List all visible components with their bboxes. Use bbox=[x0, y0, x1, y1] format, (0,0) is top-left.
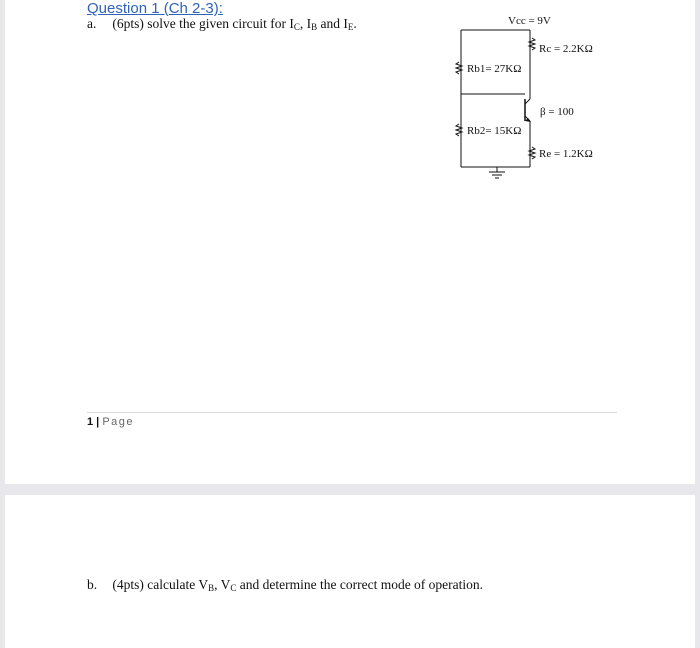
part-a-text: solve the given circuit for $I_C$, $I_B$ and $I_E$. bbox=[147, 16, 357, 32]
part-b-points: (4pts) bbox=[112, 577, 144, 592]
bjt-circuit-diagram bbox=[5, 0, 695, 200]
question-part-b bbox=[87, 577, 483, 593]
document-page-1 bbox=[5, 0, 695, 484]
part-a-label: a. bbox=[87, 16, 97, 31]
page-footer: 1 | Page bbox=[87, 416, 135, 428]
question-title: Question 1 (Ch 2-3): bbox=[87, 0, 223, 17]
rb2-label: Rb2= 15KΩ bbox=[467, 125, 522, 137]
footer-divider bbox=[87, 412, 617, 413]
part-a-points: (6pts) bbox=[112, 16, 144, 31]
beta-label: β = 100 bbox=[540, 106, 574, 118]
rc-label: Rc = 2.2KΩ bbox=[539, 43, 593, 55]
re-label: Re = 1.2KΩ bbox=[539, 148, 593, 160]
rb1-label: Rb1= 27KΩ bbox=[467, 63, 522, 75]
part-b-label: b. bbox=[87, 577, 98, 592]
page-number: 1 bbox=[87, 416, 94, 428]
document-page-2 bbox=[5, 495, 695, 648]
vcc-label: Vcc = 9V bbox=[508, 15, 551, 27]
part-b-text: calculate $V_B$, $V_C$ and determine the correct mode of operation. bbox=[147, 577, 484, 593]
page-word: Page bbox=[102, 416, 135, 428]
emitter-arrow-icon bbox=[525, 118, 531, 122]
